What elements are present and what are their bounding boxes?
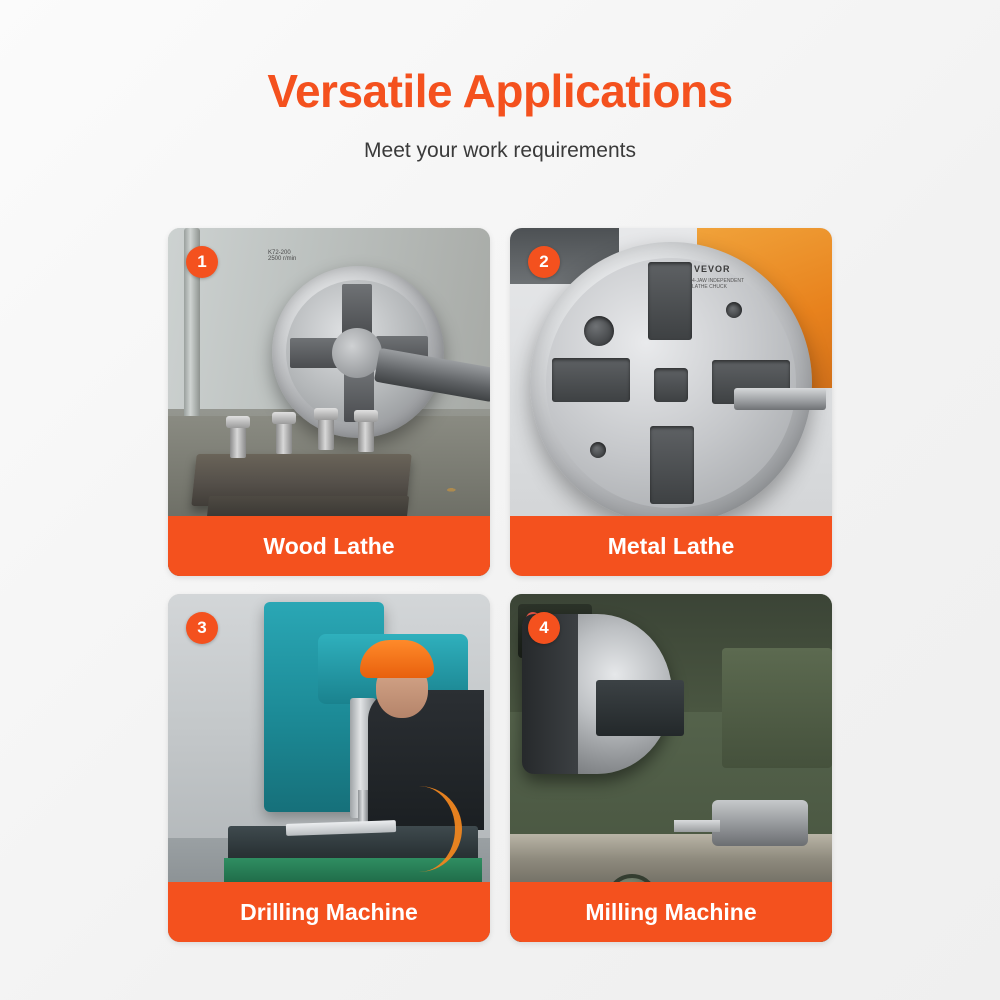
card-caption: Metal Lathe — [510, 516, 832, 576]
application-card-milling-machine[interactable] — [510, 594, 832, 942]
application-card-wood-lathe[interactable] — [168, 228, 490, 576]
card-caption: Drilling Machine — [168, 882, 490, 942]
application-card-drilling-machine[interactable] — [168, 594, 490, 942]
wood-lathe-photo: K72-200 2500 r/min — [168, 228, 490, 576]
page-header — [0, 0, 1000, 163]
card-badge-number: 1 — [186, 246, 218, 278]
card-badge-number: 2 — [528, 246, 560, 278]
card-caption: Milling Machine — [510, 882, 832, 942]
card-badge-number: 3 — [186, 612, 218, 644]
card-badge-number: 4 — [528, 612, 560, 644]
page-subtitle: Meet your work requirements — [364, 138, 636, 162]
card-caption: Wood Lathe — [168, 516, 490, 576]
metal-lathe-photo: VEVOR 4-JAW INDEPENDENT LATHE CHUCK — [510, 228, 832, 576]
four-jaw-chuck-illustration — [530, 242, 812, 524]
page-title: Versatile Applications — [267, 65, 733, 117]
application-card-metal-lathe[interactable] — [510, 228, 832, 576]
application-card-grid — [168, 228, 832, 942]
